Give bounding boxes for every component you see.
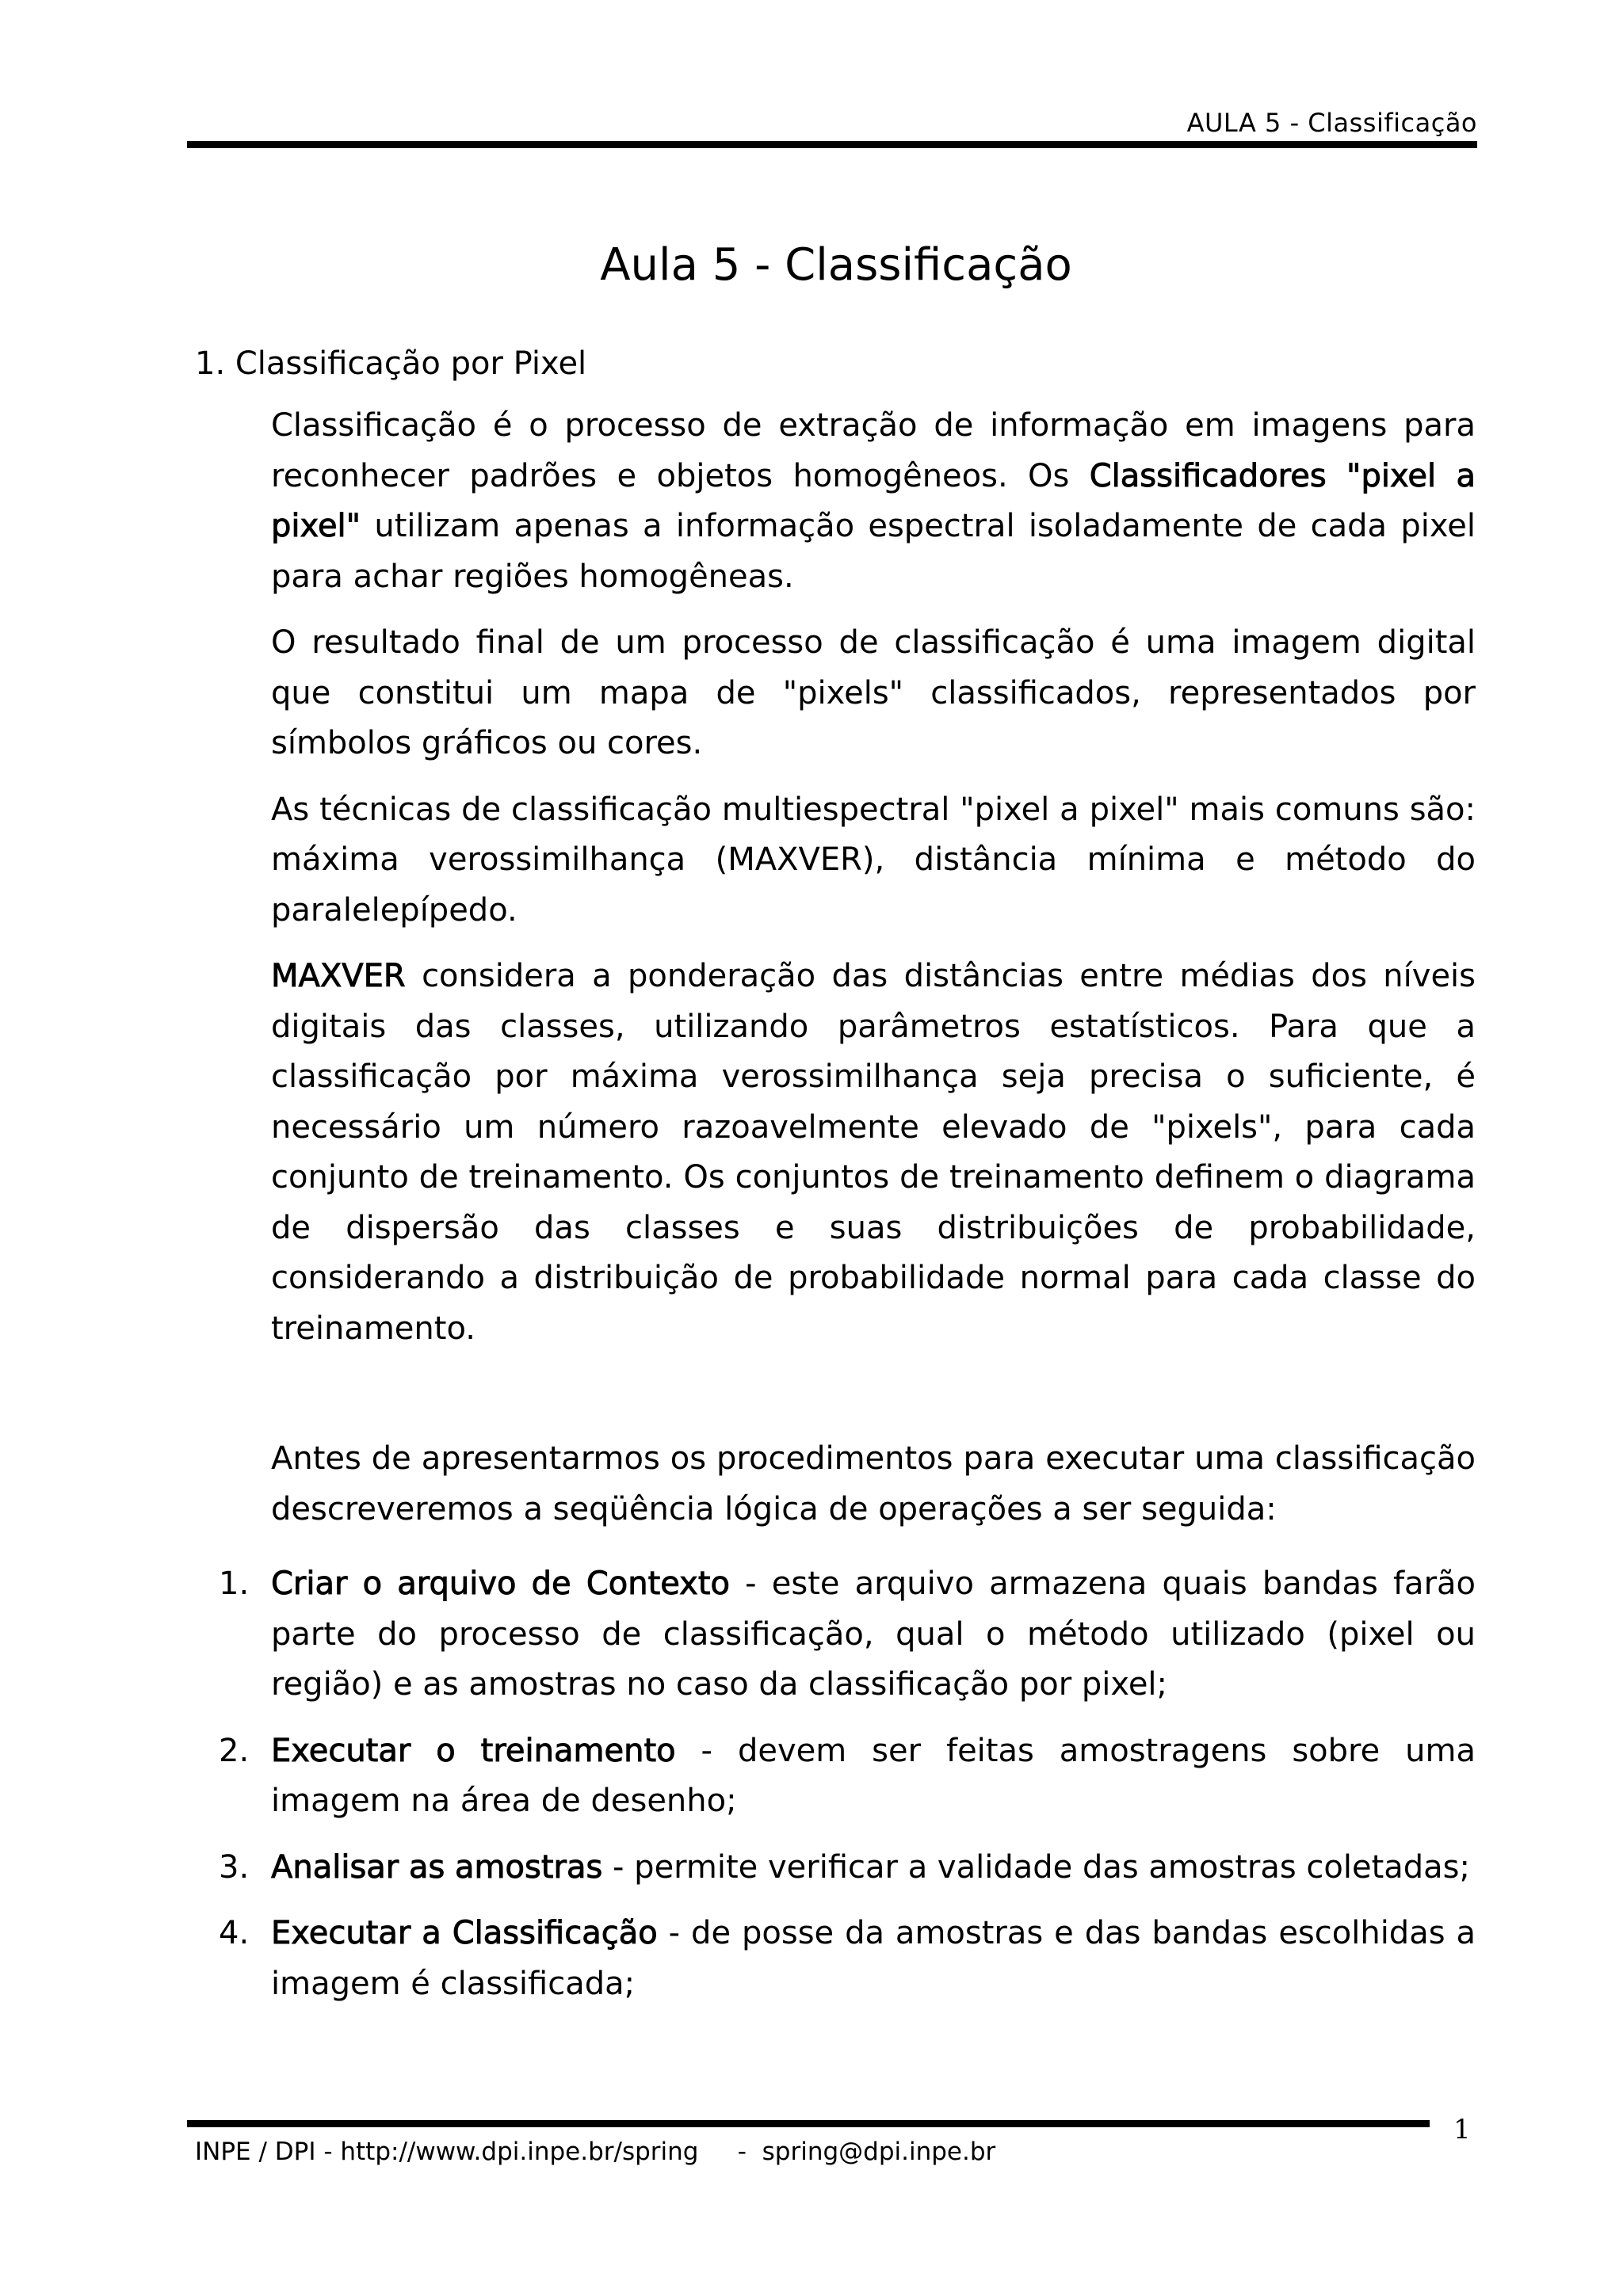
page-number: 1 — [1453, 2114, 1471, 2145]
paragraph-4-text: considera a ponderação das distâncias entre médias dos níveis digitais das classes, utilizando parâmetros estatísticos. Para que a classificação por máxima verossimilhança seja precisa o suficiente, é necessário um número razoavelmente elevado de "pixels", para cada conjunto de treinamento. Os conjuntos de treinamento definem o diagrama de dispersão das classes e suas distribuições de probabilidade, considerando a distribuição de probabilidade normal para cada classe do treinamento. — [271, 958, 1476, 1347]
list-item-text — [271, 1843, 1476, 1894]
header-rule — [187, 141, 1477, 148]
steps-list — [219, 1559, 1476, 2025]
list-item — [219, 1726, 1476, 1827]
list-item-text — [271, 1559, 1476, 1711]
list-item-number: 2. — [219, 1732, 250, 1769]
list-item-number: 3. — [219, 1848, 250, 1886]
list-item-desc: - de posse da amostras e das bandas escolhidas a imagem é classificada; — [271, 1915, 1476, 2002]
paragraph-4-bold: MAXVER — [271, 958, 406, 994]
paragraph-5: Antes de apresentarmos os procedimentos para executar uma classificação descreveremos a seqüência lógica de operações a ser seguida: — [271, 1440, 1476, 1527]
list-item — [219, 1559, 1476, 1711]
intro-block — [271, 1434, 1476, 1550]
paragraph-1-text-b: utilizam apenas a informação espectral isoladamente de cada pixel para achar regiões homogêneas. — [271, 508, 1476, 595]
list-item-desc: - este arquivo armazena quais bandas farão parte do processo de classificação, qual o método utilizado (pixel ou região) e as amostras no caso da classificação por pixel; — [271, 1566, 1476, 1703]
paragraph-1-bold: Classificadores "pixel a pixel" — [271, 457, 1476, 544]
list-item-text — [271, 1909, 1476, 2009]
paragraph-3: As técnicas de classificação multiespectral "pixel a pixel" mais comuns são: máxima verossimilhança (MAXVER), distância mínima e método do paralelepípedo. — [271, 791, 1476, 929]
paragraph-1-text-a: Classificação é o processo de extração de informação em imagens para reconhecer padrões e objetos homogêneos. Os — [271, 407, 1476, 494]
footer-text: INPE / DPI - http://www.dpi.inpe.br/spring - spring@dpi.inpe.br — [195, 2138, 996, 2166]
list-item-bold: Criar o arquivo de Contexto — [271, 1566, 730, 1602]
section-heading: 1. Classificação por Pixel — [195, 345, 587, 382]
paragraph-1 — [271, 401, 1476, 602]
list-item-bold: Executar a Classificação — [271, 1915, 658, 1951]
paragraph-4 — [271, 952, 1476, 1354]
list-item-desc: - permite verificar a validade das amostras coletadas; — [602, 1848, 1470, 1886]
list-item — [219, 1909, 1476, 2009]
paragraph-2: O resultado final de um processo de classificação é uma imagem digital que constitui um mapa de "pixels" classificados, representados por símbolos gráficos ou cores. — [271, 624, 1476, 761]
list-item-number: 1. — [219, 1566, 250, 1602]
list-item-text — [271, 1726, 1476, 1827]
list-item-bold: Executar o treinamento — [271, 1732, 676, 1769]
list-item-number: 4. — [219, 1915, 250, 1951]
list-item-bold: Analisar as amostras — [271, 1848, 603, 1886]
page-title: Aula 5 - Classificação — [600, 239, 1072, 291]
footer-rule — [187, 2120, 1430, 2127]
section-body — [271, 401, 1476, 1370]
running-header: AULA 5 - Classificação — [1186, 108, 1477, 138]
list-item — [219, 1843, 1476, 1894]
list-item-desc: - devem ser feitas amostragens sobre uma imagem na área de desenho; — [271, 1732, 1476, 1819]
